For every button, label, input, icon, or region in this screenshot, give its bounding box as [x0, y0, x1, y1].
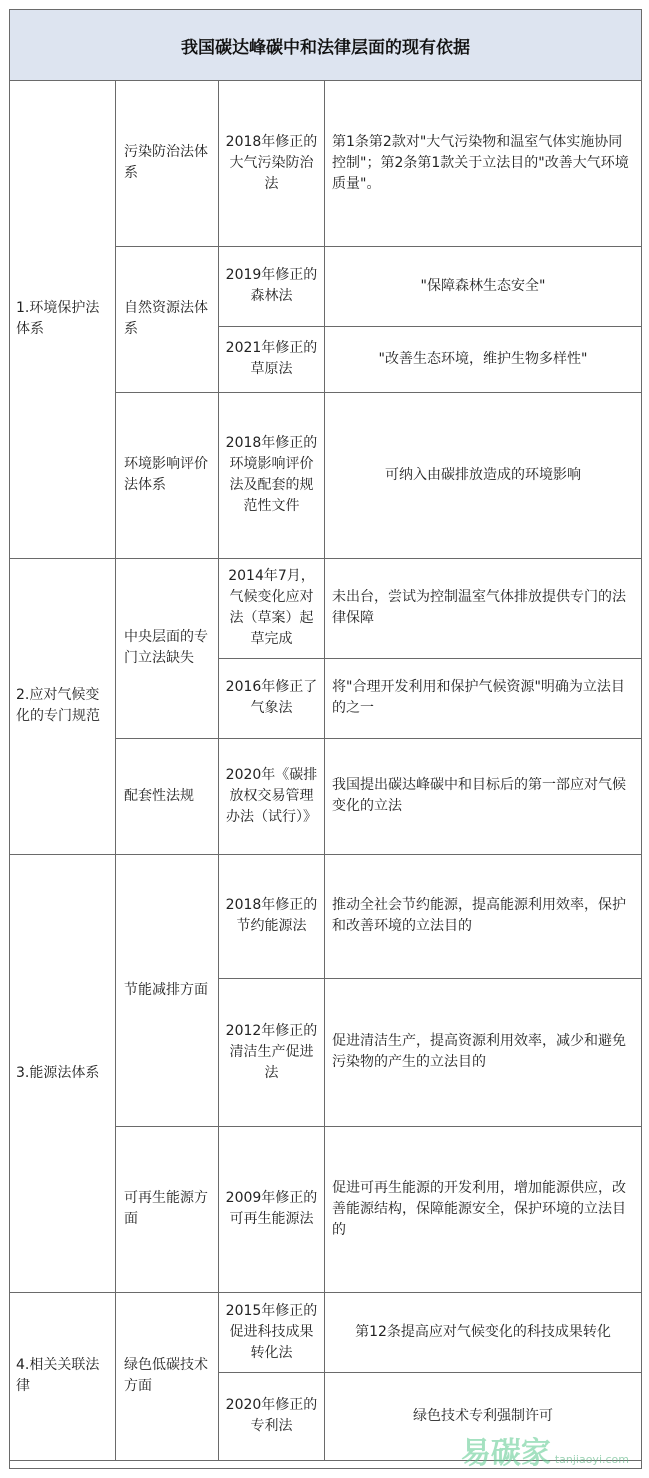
law-name-text: 2020年修正的专利法: [225, 1397, 318, 1434]
category-label-text: 4.相关关联法律: [16, 1357, 100, 1394]
subsystem-label: [116, 854, 219, 1126]
watermark-brand: 易碳家: [460, 1436, 551, 1471]
law-name: [219, 392, 325, 558]
law-description-text: 绿色技术专利强制许可: [413, 1407, 553, 1424]
subsystem-label-text: 环境影响评价法体系: [124, 456, 208, 493]
law-name: [219, 1372, 325, 1460]
category-label: [10, 1292, 116, 1460]
subsystem-label-text: 绿色低碳技术方面: [124, 1357, 208, 1394]
law-description: [325, 1292, 641, 1372]
category-label-text: 1.环境保护法体系: [16, 300, 100, 337]
watermark-site: tanjiaoyi.com: [554, 1453, 629, 1466]
law-description-text: 促进清洁生产，提高资源利用效率，减少和避免污染物的产生的立法目的: [332, 1033, 626, 1070]
law-description: [325, 246, 641, 326]
law-name: [219, 80, 325, 246]
subsystem-label-text: 自然资源法体系: [124, 300, 208, 337]
category-label: [10, 80, 116, 558]
law-name-text: 2012年修正的清洁生产促进法: [225, 1022, 318, 1081]
law-description: [325, 854, 641, 978]
law-name: [219, 246, 325, 326]
law-name-text: 2020年《碳排放权交易管理办法（试行）》: [225, 766, 318, 825]
law-description-text: 推动全社会节约能源，提高能源利用效率，保护和改善环境的立法目的: [332, 897, 626, 934]
law-name-text: 2018年修正的大气污染防治法: [225, 133, 318, 192]
law-name-text: 2009年修正的可再生能源法: [225, 1190, 318, 1227]
law-description-text: 第12条提高应对气候变化的科技成果转化: [355, 1323, 611, 1340]
law-description: [325, 326, 641, 392]
law-description-text: 第1条第2款对"大气污染物和温室气体实施协同控制"；第2条第1款关于立法目的"改善大气环境质量"。: [332, 133, 629, 192]
subsystem-label-text: 中央层面的专门立法缺失: [124, 629, 208, 666]
law-name-text: 2021年修正的草原法: [225, 340, 318, 377]
law-description-text: 可纳入由碳排放造成的环境影响: [385, 466, 581, 483]
subsystem-label: [116, 80, 219, 246]
row-divider: [116, 1460, 219, 1461]
law-name: [219, 854, 325, 978]
category-label-text: 2.应对气候变化的专门规范: [16, 687, 100, 724]
table-title: 我国碳达峰碳中和法律层面的现有依据: [10, 10, 641, 81]
subsystem-label-text: 可再生能源方面: [124, 1190, 208, 1227]
subsystem-label: [116, 738, 219, 854]
law-name-text: 2019年修正的森林法: [225, 267, 318, 304]
subsystem-label-text: 节能减排方面: [124, 981, 208, 998]
law-description: [325, 658, 641, 738]
subsystem-label: [116, 246, 219, 392]
subsystem-label-text: 配套性法规: [124, 787, 194, 804]
law-name-text: 2018年修正的环境影响评价法及配套的规范性文件: [225, 435, 318, 514]
law-name: [219, 658, 325, 738]
subsystem-label: [116, 392, 219, 558]
law-name: [219, 978, 325, 1126]
row-divider: [10, 1460, 116, 1461]
law-table: [9, 9, 642, 1469]
subsystem-label: [116, 1292, 219, 1460]
law-name: [219, 558, 325, 658]
law-name: [219, 326, 325, 392]
subsystem-label-text: 污染防治法体系: [124, 144, 208, 181]
law-description-text: 未出台，尝试为控制温室气体排放提供专门的法律保障: [332, 589, 626, 626]
law-name-text: 2018年修正的节约能源法: [225, 897, 318, 934]
subsystem-label: [116, 1126, 219, 1292]
law-description-text: "保障森林生态安全": [420, 277, 546, 294]
category-label: [10, 558, 116, 854]
law-name: [219, 738, 325, 854]
category-label: [10, 854, 116, 1292]
category-label-text: 3.能源法体系: [16, 1064, 100, 1081]
law-description: [325, 392, 641, 558]
law-name-text: 2014年7月，气候变化应对法（草案）起草完成: [228, 568, 315, 647]
law-name-text: 2016年修正了气象法: [225, 679, 318, 716]
subsystem-label: [116, 558, 219, 738]
law-name: [219, 1126, 325, 1292]
law-description: [325, 1126, 641, 1292]
law-name-text: 2015年修正的促进科技成果转化法: [225, 1302, 318, 1361]
law-description-text: 我国提出碳达峰碳中和目标后的第一部应对气候变化的立法: [332, 777, 626, 814]
law-description-text: "改善生态环境，维护生物多样性": [378, 350, 588, 367]
law-description-text: 促进可再生能源的开发利用，增加能源供应，改善能源结构，保障能源安全，保护环境的立法目的: [332, 1179, 626, 1238]
watermark-logo: [461, 1428, 629, 1472]
law-description: [325, 978, 641, 1126]
law-description: [325, 558, 641, 658]
law-description-text: 将"合理开发利用和保护气候资源"明确为立法目的之一: [332, 679, 625, 716]
law-description: [325, 738, 641, 854]
law-name: [219, 1292, 325, 1372]
law-description: [325, 80, 641, 246]
